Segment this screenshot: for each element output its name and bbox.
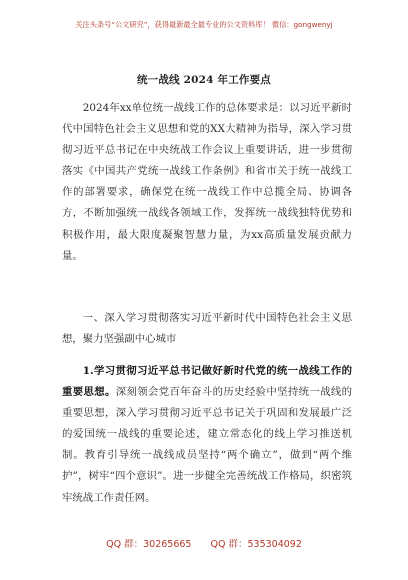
promo-text: 关注头条号“公文研究”，获得最新最全最专业的公文资料库！ 微信：gongwenyj <box>75 20 333 29</box>
document-title: 统一战线 2024 年工作要点 <box>136 74 272 86</box>
intro-paragraph: 2024年xx单位统一战线工作的总体要求是：以习近平新时代中国特色社会主义思想和党的XX大精神为指导，深入学习贯彻习近平总书记在中央统战工作会议上重要讲话，进一步贯彻落实《中国共产党统一战线工作条例》和省市关于统一战线工作的部署要求，确保党在统一战线工作中总揽全局、协调各方，不断加强统一战线各领域工作，发挥统一战线独特优势和积极作用，最大限度凝聚智慧力量，为xx高质量发展贡献力量。 <box>62 102 352 262</box>
footer-contacts <box>0 536 408 552</box>
item-heading: 1.学习贯彻习近平总书记做好新时代党的统一战线工作的重要思想。 <box>62 365 352 399</box>
item-paragraph <box>62 361 352 509</box>
qq-group-2: QQ 群：535304092 <box>210 539 302 550</box>
qq-group-1: QQ 群：30265665 <box>106 539 192 550</box>
section-heading: 一、深入学习贯彻落实习近平新时代中国特色社会主义思想，聚力坚强副中心城市 <box>62 312 352 346</box>
promo-banner <box>0 0 408 62</box>
item-body: 深刻领会党百年奋斗的历史经验中坚持统一战线的重要思想，深入学习贯彻习近平总书记关于巩固和发展最广泛的爱国统一战线的重要论述，建立常态化的线上学习推送机制。教育引导统一战线成员坚持“两个确立”，做到“两个维护”，树牢“四个意识”。进一步健全完善统战工作格局，织密筑牢统战工作责任网。 <box>62 386 353 504</box>
